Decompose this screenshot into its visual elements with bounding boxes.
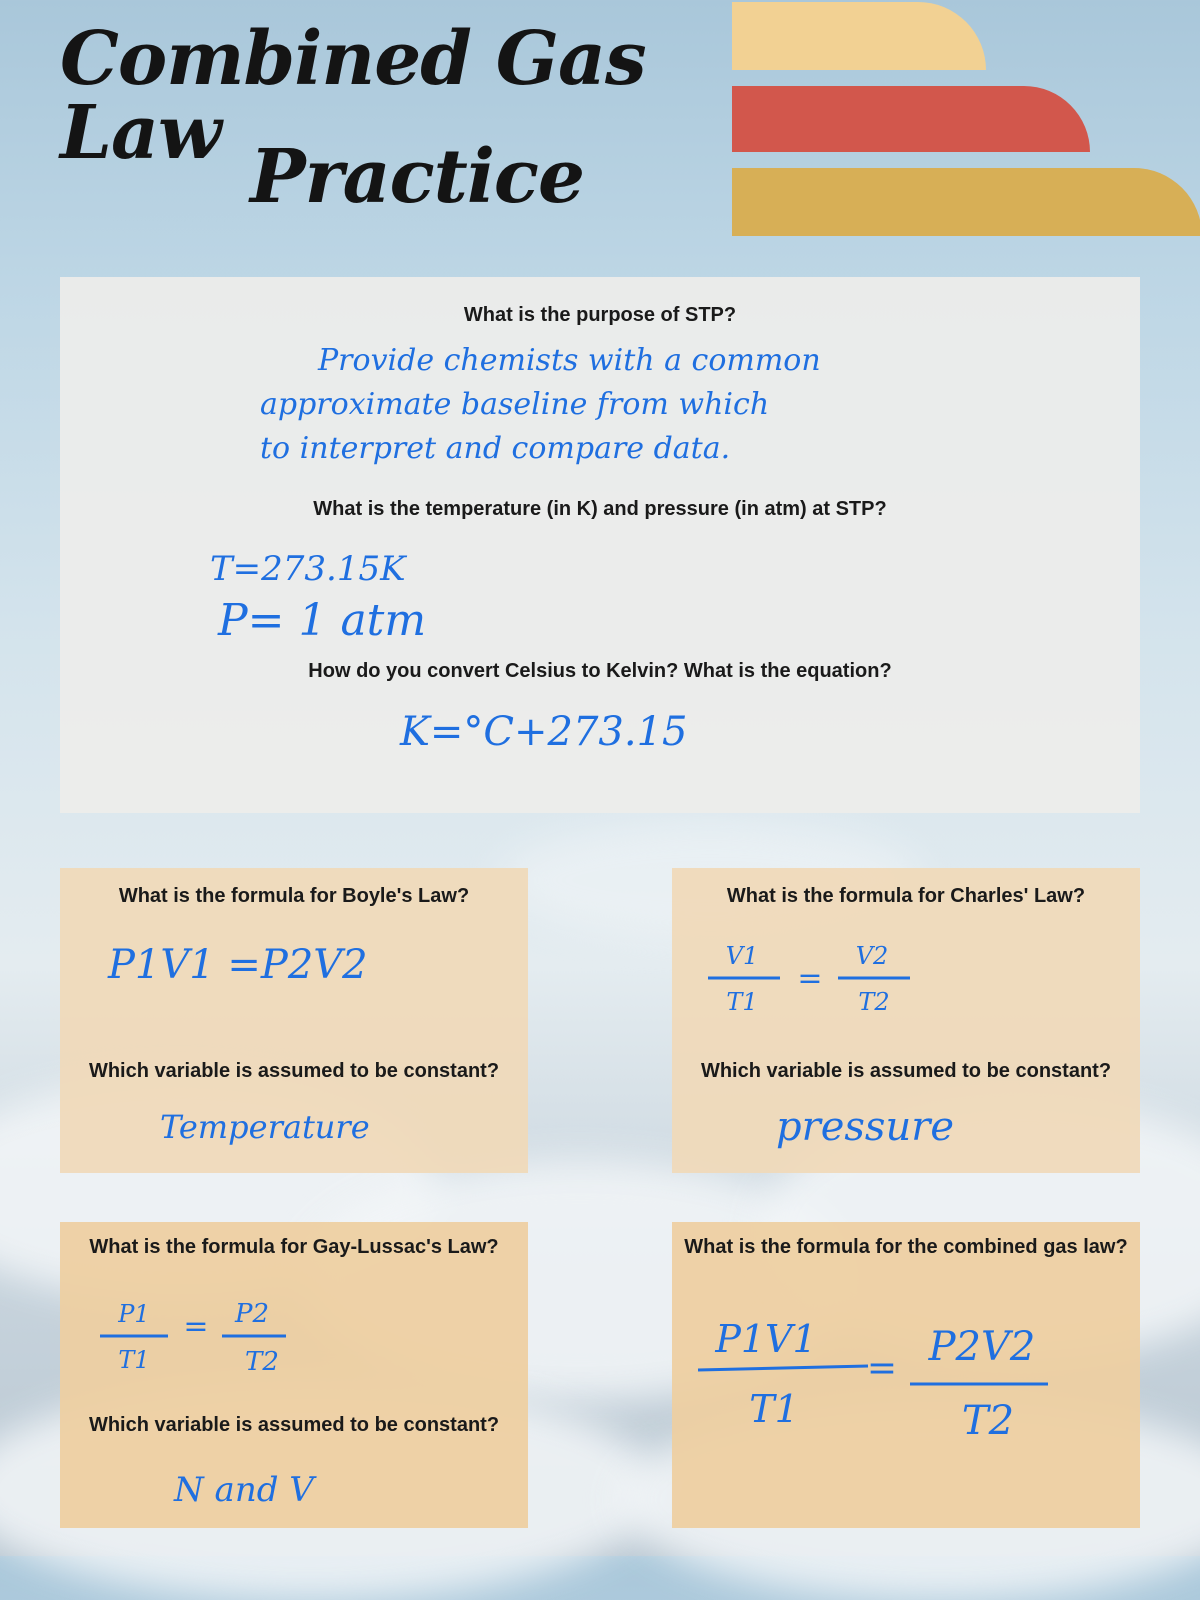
gay-denominator-1: T1 bbox=[118, 1346, 150, 1374]
answer-boyle-constant: Temperature bbox=[160, 1108, 370, 1146]
combined-gas-law-card bbox=[672, 1222, 1140, 1528]
charles-denominator-1: T1 bbox=[726, 988, 758, 1016]
question-charles-constant: Which variable is assumed to be constant? bbox=[700, 1060, 1112, 1082]
combined-numerator-2: P2V2 bbox=[928, 1324, 1036, 1370]
page-title-line-2: Practice bbox=[250, 134, 585, 220]
boyles-law-card bbox=[60, 868, 528, 1173]
combined-formula bbox=[692, 1304, 1092, 1444]
combined-equals: = bbox=[866, 1348, 898, 1389]
combined-denominator-1: T1 bbox=[749, 1387, 799, 1431]
gay-numerator-1: P1 bbox=[118, 1300, 150, 1328]
page-title-line-1: Combined Gas Law bbox=[60, 16, 646, 176]
question-charles-formula: What is the formula for Charles' Law? bbox=[726, 885, 1086, 907]
question-gay-lussac-formula: What is the formula for Gay-Lussac's Law? bbox=[89, 1236, 499, 1258]
question-stp-purpose: What is the purpose of STP? bbox=[463, 304, 737, 326]
gay-equals: = bbox=[183, 1309, 209, 1344]
charles-equals: = bbox=[797, 961, 823, 996]
stp-card bbox=[60, 277, 1140, 813]
decor-stripe-red bbox=[732, 86, 1090, 152]
question-gay-lussac-constant: Which variable is assumed to be constant? bbox=[88, 1414, 500, 1436]
answer-stp-purpose-line-3: to interpret and compare data. bbox=[260, 431, 731, 466]
combined-numerator-1: P1V1 bbox=[715, 1317, 817, 1361]
charles-numerator-2: V2 bbox=[855, 942, 889, 970]
charles-denominator-2: T2 bbox=[858, 988, 890, 1016]
answer-boyle-formula: P1V1 =P2V2 bbox=[108, 942, 368, 988]
gay-denominator-2: T2 bbox=[245, 1347, 279, 1377]
answer-celsius-kelvin: K=°C+273.15 bbox=[400, 709, 688, 755]
answer-stp-temperature: T=273.15K bbox=[210, 549, 406, 589]
question-boyle-formula: What is the formula for Boyle's Law? bbox=[118, 885, 470, 907]
answer-charles-constant: pressure bbox=[776, 1104, 955, 1150]
combined-denominator-2: T2 bbox=[961, 1398, 1015, 1444]
charles-formula bbox=[702, 934, 922, 1024]
charles-law-card bbox=[672, 868, 1140, 1173]
combined-fraction-bar-1 bbox=[698, 1366, 868, 1370]
question-combined-formula: What is the formula for the combined gas law? bbox=[684, 1236, 1128, 1258]
question-stp-values: What is the temperature (in K) and pressure (in atm) at STP? bbox=[313, 498, 887, 520]
gay-lussac-formula bbox=[96, 1292, 316, 1382]
answer-stp-purpose-line-1: Provide chemists with a common bbox=[318, 343, 821, 378]
decor-stripe-yellow bbox=[732, 2, 986, 70]
question-boyle-constant: Which variable is assumed to be constant? bbox=[88, 1060, 500, 1082]
question-celsius-kelvin: How do you convert Celsius to Kelvin? What is the equation? bbox=[308, 660, 892, 682]
decor-stripe-gold bbox=[732, 168, 1200, 236]
answer-stp-purpose-line-2: approximate baseline from which bbox=[260, 387, 770, 422]
answer-gay-lussac-constant: N and V bbox=[174, 1470, 314, 1510]
gay-lussac-law-card bbox=[60, 1222, 528, 1528]
answer-stp-pressure: P= 1 atm bbox=[218, 595, 427, 646]
gay-numerator-2: P2 bbox=[234, 1299, 270, 1329]
charles-numerator-1: V1 bbox=[725, 942, 759, 970]
